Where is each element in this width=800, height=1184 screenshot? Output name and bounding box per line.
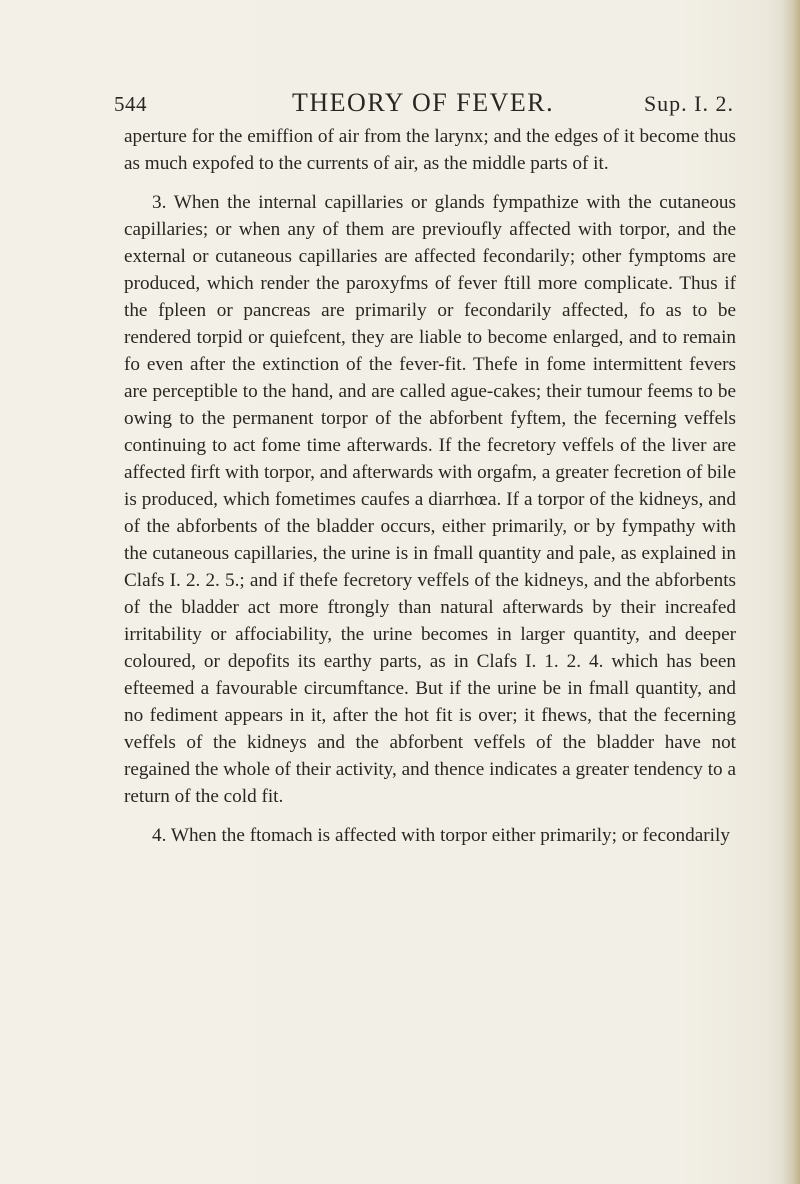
- running-title: THEORY OF FEVER.: [292, 88, 555, 117]
- page-edge-shadow: [782, 0, 800, 1184]
- page-number: 544: [114, 92, 147, 116]
- paragraph-3: 3. When the internal capillaries or glands fympathize with the cutaneous capillaries; or when any of them are previoufly affected with torpor, and the external or cutaneous capillaries are affected fecondarily; other fymptoms are produced, which render the paroxyfms of fever ftill more complicate. Thus if the fpleen or pancreas are primarily or fecondarily affected, fo as to be rendered torpid or quiefcent, they are liable to become enlarged, and to remain fo even after the extinction of the fever-fit. Thefe in fome intermittent fevers are perceptible to the hand, and are called ague-cakes; their tumour feems to be owing to the permanent torpor of the abforbent fyftem, the fecerning veffels continuing to act fome time afterwards. If the fecretory veffels of the liver are affected firft with torpor, and afterwards with orgafm, a greater fecretion of bile is produced, which fometimes caufes a diarrhœa. If a torpor of the kidneys, and of the abforbents of the bladder occurs, either primarily, or by fympathy with the cutaneous capillaries, the urine is in fmall quantity and pale, as explained in Clafs I. 2. 2. 5.; and if thefe fecretory veffels of the kidneys, and the abforbents of the bladder act more ftrongly than natural afterwards by their increafed irritability or affociability, the urine becomes in larger quantity, and deeper coloured, or depofits its earthy parts, as in Clafs I. 1. 2. 4. which has been efteemed a favourable circumftance. But if the urine be in fmall quantity, and no fediment appears in it, after the hot fit is over; it fhews, that the fecerning veffels of the kidneys and the abforbent veffels of the bladder have not regained the whole of their activity, and thence indicates a greater tendency to a return of the cold fit.: [124, 192, 736, 807]
- paragraph-4: 4. When the ftomach is affected with torpor either primarily; or fecondarily: [152, 825, 730, 846]
- section-reference: Sup. I. 2.: [643, 91, 734, 116]
- page-header: [114, 88, 734, 118]
- body-text: [124, 123, 736, 849]
- paragraph-continuation: aperture for the emiffion of air from the larynx; and the edges of it become thus as much expofed to the currents of air, as the middle parts of it.: [124, 126, 736, 174]
